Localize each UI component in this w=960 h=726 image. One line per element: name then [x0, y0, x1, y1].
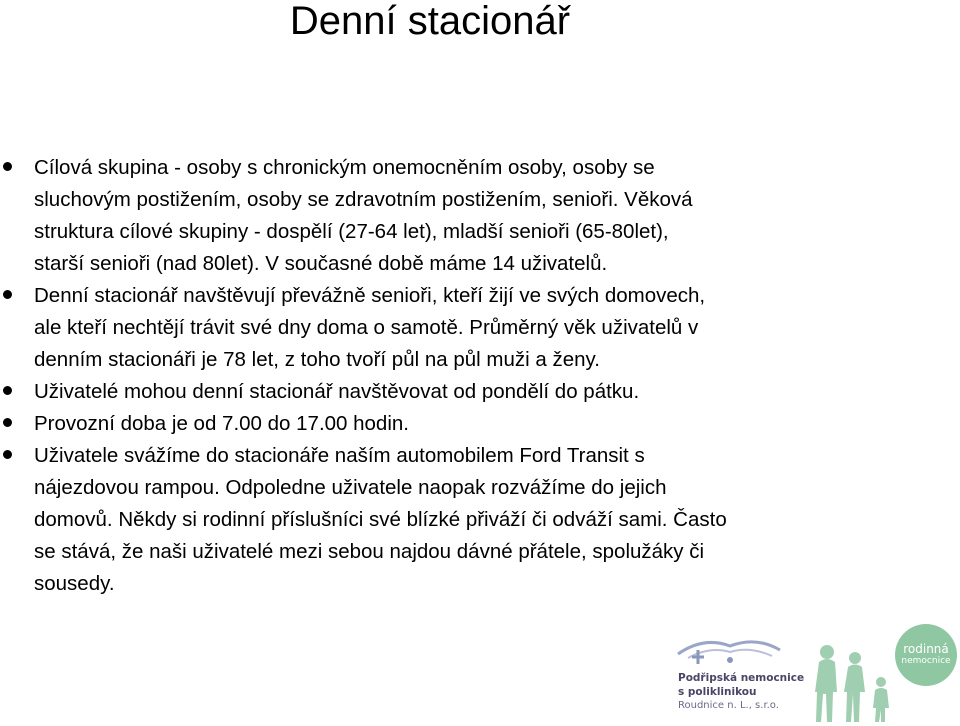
bullet-dot-icon — [3, 162, 12, 171]
bullet-dot-icon — [3, 290, 12, 299]
logo-line: Podřipská nemocnice — [678, 672, 805, 684]
bullet-dot-icon — [3, 386, 12, 395]
logo-line: Roudnice n. L., s.r.o. — [678, 700, 779, 711]
family-illustration — [805, 622, 960, 726]
text-line: Cílová skupina - osoby s chronickým onemocněním osoby, osoby se — [34, 156, 655, 179]
text-line: starší senioři (nad 80let). V současné době máme 14 uživatelů. — [34, 252, 608, 275]
badge-text: rodinná — [903, 642, 949, 656]
bullet-text — [34, 376, 960, 408]
footer-logos — [670, 622, 960, 726]
bullet-dot-icon — [3, 418, 12, 427]
text-line: ale kteří nechtějí trávit své dny doma o samotě. Průměrný věk uživatelů v — [34, 316, 699, 339]
bullet-text — [34, 408, 960, 440]
bullet-item — [0, 376, 960, 408]
rodinna-nemocnice-badge — [895, 624, 957, 686]
text-line: struktura cílové skupiny - dospělí (27-64 let), mladší senioři (65-80let), — [34, 220, 669, 243]
hospital-emblem-icon — [674, 632, 784, 672]
text-line: Provozní doba je od 7.00 do 17.00 hodin. — [34, 412, 409, 435]
bullet-text — [34, 280, 960, 376]
text-line: se stává, že naši uživatelé mezi sebou najdou dávné přátele, spolužáky či — [34, 540, 705, 563]
bullet-text — [34, 152, 960, 280]
slide-title: Denní stacionář — [289, 0, 571, 43]
bullet-item — [0, 440, 960, 600]
bullet-item — [0, 280, 960, 376]
bullet-list — [0, 152, 960, 600]
text-line: sluchovým postižením, osoby se zdravotním postižením, senioři. Věková — [34, 188, 693, 211]
logo-line: s poliklinikou — [678, 686, 757, 698]
text-line: Denní stacionář navštěvují převážně senioři, kteří žijí ve svých domovech, — [34, 284, 706, 307]
text-line: domovů. Někdy si rodinní příslušníci své blízké přiváží či odváží sami. Často — [34, 508, 727, 531]
text-line: denním stacionáři je 78 let, z toho tvoří půl na půl muži a ženy. — [34, 348, 600, 371]
bullet-text — [34, 440, 960, 600]
bullet-item — [0, 152, 960, 280]
text-line: Uživatele svážíme do stacionáře naším automobilem Ford Transit s — [34, 444, 645, 467]
badge-text: nemocnice — [901, 656, 951, 666]
hospital-logo — [670, 632, 810, 722]
text-line: Uživatelé mohou denní stacionář navštěvovat od pondělí do pátku. — [34, 380, 640, 403]
bullet-dot-icon — [3, 450, 12, 459]
text-line: sousedy. — [34, 572, 115, 595]
bullet-item — [0, 408, 960, 440]
text-line: nájezdovou rampou. Odpoledne uživatele naopak rozvážíme do jejich — [34, 476, 667, 499]
